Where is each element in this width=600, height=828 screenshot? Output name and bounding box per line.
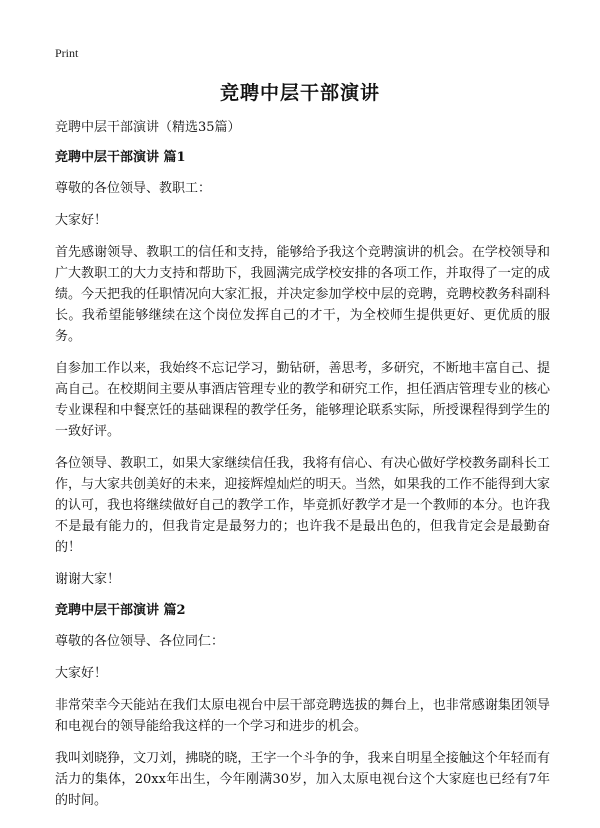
paragraph: 非常荣幸今天能站在我们太原电视台中层干部竞聘选拔的舞台上，也非常感谢集团领导和电视台的领导能给我这样的一个学习和进步的机会。 (55, 698, 550, 734)
document-body (55, 118, 550, 822)
paragraph: 我叫刘晓狰，文刀刘，拂晓的晓，王字一个斗争的争，我来自明星全接触这个年轻而有活力的集体，20xx年出生，今年刚满30岁，加入太原电视台这个大家庭也已经有7年的时间。 (55, 751, 550, 808)
document-subtitle: 竞聘中层干部演讲（精选35篇） (55, 120, 241, 135)
paragraph: 自参加工作以来，我始终不忘记学习，勤钻研，善思考，多研究，不断地丰富自己、提高自己。在校期间主要从事酒店管理专业的教学和研究工作，担任酒店管理专业的核心专业课程和中餐烹饪的基础课程的教学任务，能够理论联系实际，所授课程得到学生的一致好评。 (55, 361, 550, 439)
salutation: 尊敬的各位领导、各位同仁： (55, 634, 225, 649)
section-heading: 竞聘中层干部演讲 篇1 (55, 150, 186, 165)
greeting: 大家好！ (55, 213, 108, 228)
closing: 谢谢大家！ (55, 572, 121, 587)
salutation: 尊敬的各位领导、教职工： (55, 181, 212, 196)
section-heading: 竞聘中层干部演讲 篇2 (55, 603, 186, 618)
greeting: 大家好！ (55, 666, 108, 681)
document-title: 竞聘中层干部演讲 (219, 82, 380, 104)
paragraph: 各位领导、教职工，如果大家继续信任我，我将有信心、有决心做好学校教务副科长工作，与大家共创美好的未来，迎接辉煌灿烂的明天。当然，如果我的工作不能得到大家的认可，我也将继续做好自己的教学工作，毕竟抓好教学才是一个教师的本分。也许我不是最有能力的，但我肯定是最努力的；也许我不是最出色的，但我肯定会是最勤奋的！ (55, 456, 550, 555)
paragraph: 首先感谢领导、教职工的信任和支持，能够给予我这个竞聘演讲的机会。在学校领导和广大教职工的大力支持和帮助下，我圆满完成学校安排的各项工作，并取得了一定的成绩。今天把我的任职情况向大家汇报，并决定参加学校中层的竞聘，竞聘校教务科副科长。我希望能够继续在这个岗位发挥自己的才干，为全校师生提供更好、更优质的服务。 (55, 245, 550, 344)
print-link[interactable]: Print (55, 46, 79, 60)
